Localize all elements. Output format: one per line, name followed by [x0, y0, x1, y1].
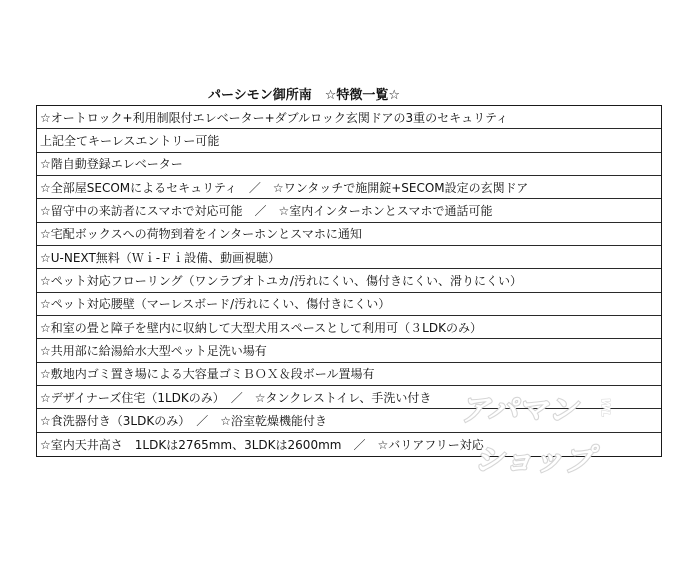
- feature-row: ☆全部屋SECOMによるセキュリティ ／ ☆ワンタッチで施開錠+SECOM設定の玄関ドア: [37, 176, 661, 199]
- feature-row: ☆共用部に給湯給水大型ペット足洗い場有: [37, 339, 661, 362]
- feature-row: ☆階自動登録エレベーター: [37, 153, 661, 176]
- feature-row: ☆留守中の来訪者にスマホで対応可能 ／ ☆室内インターホンとスマホで通話可能: [37, 199, 661, 222]
- feature-row: ☆室内天井高さ 1LDKは2765mm、3LDKは2600mm ／ ☆バリアフリー対応: [40, 437, 484, 452]
- page-title: パーシモン御所南 ☆特徴一覧☆: [208, 88, 401, 103]
- feature-row: ☆食洗器付き（3LDKのみ） ／ ☆浴室乾燥機能付き: [37, 409, 661, 432]
- watermark-line2: ショップ: [474, 443, 594, 478]
- feature-row: ☆宅配ボックスへの荷物到着をインターホンとスマホに通知: [37, 223, 661, 246]
- watermark-line1: アパマン: [460, 393, 578, 428]
- features-table: [36, 105, 662, 457]
- feature-row: 上記全てキーレスエントリー可能: [37, 129, 661, 152]
- feature-row: ☆和室の畳と障子を壁内に収納して大型犬用スペースとして利用可（３LDKのみ）: [37, 316, 661, 339]
- feature-row: ☆ペット対応腰壁（マーレスボード/汚れにくい、傷付きにくい）: [37, 293, 661, 316]
- feature-row: ☆デザイナーズ住宅（1LDKのみ） ／ ☆タンクレストイレ、手洗い付き: [37, 386, 661, 409]
- watermark-small: WL: [599, 398, 612, 418]
- feature-row: ☆U-NEXT無料（Ｗｉ-Ｆｉ設備、動画視聴）: [37, 246, 661, 269]
- feature-row: ☆オートロック+利用制限付エレベーター+ダブルロック玄関ドアの3重のセキュリティ: [37, 106, 661, 129]
- feature-row: ☆ペット対応フローリング（ワンラブオトユカ/汚れにくい、傷付きにくい、滑りにくい）: [37, 269, 661, 292]
- feature-row: ☆敷地内ゴミ置き場による大容量ゴミＢＯＸ＆段ボール置場有: [37, 363, 661, 386]
